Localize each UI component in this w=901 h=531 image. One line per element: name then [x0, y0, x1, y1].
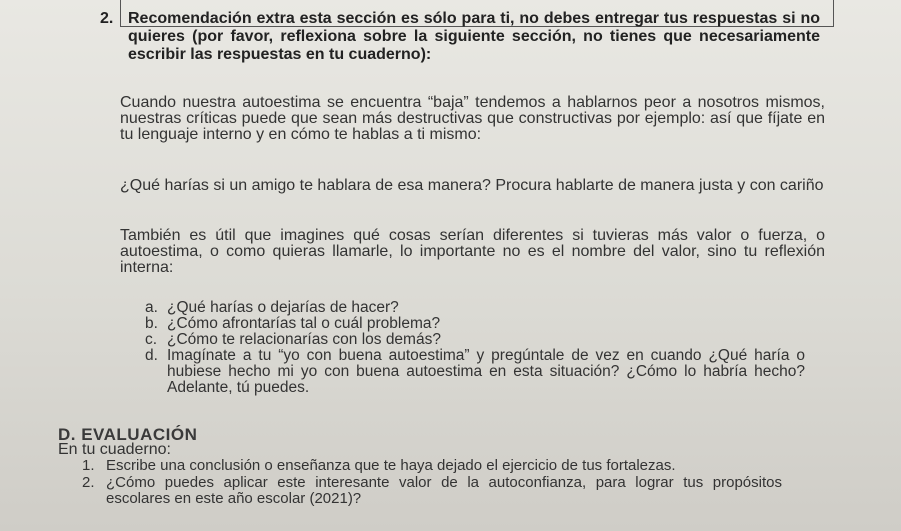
list-text: ¿Cómo te relacionarías con los demás?	[167, 331, 441, 348]
evaluation-intro: En tu cuaderno:	[58, 441, 171, 458]
question-text: Recomendación extra esta sección es sólo para ti, no debes entregar tus respuestas si no quieres (por favor, reflexiona sobre la siguiente sección, no tienes que necesariamente escribir las respuestas en tu cuaderno):	[128, 10, 820, 63]
paragraph-amigo: ¿Qué harías si un amigo te hablara de esa manera? Procura hablarte de manera justa y con cariño	[120, 177, 824, 194]
paragraph-autoestima: Cuando nuestra autoestima se encuentra “baja” tendemos a hablarnos peor a nosotros mismos, nuestras críticas puede que sean más destructivas que constructivas por ejemplo: así que fíjate en tu lenguaje interno y en cómo te hablas a ti mismo:	[120, 94, 825, 143]
evaluation-text: ¿Cómo puedes aplicar este interesante valor de la autoconfianza, para lograr tus propósitos escolares en este año escolar (2021)?	[106, 474, 782, 507]
list-text: ¿Cómo afrontarías tal o cuál problema?	[167, 315, 441, 332]
list-text: ¿Qué harías o dejarías de hacer?	[167, 299, 399, 316]
paragraph-valor: También es útil que imagines qué cosas serían diferentes si tuvieras más valor o fuerza, o autoestima, o como quieras llamarle, lo importante no es el nombre del valor, sino tu reflexión interna:	[120, 227, 825, 276]
evaluation-item	[82, 458, 782, 474]
question-2	[100, 10, 820, 64]
list-item	[145, 300, 805, 316]
list-item	[145, 332, 805, 348]
list-letter: c.	[145, 331, 158, 348]
evaluation-number: 2.	[82, 474, 95, 491]
list-text: Imagínate a tu “yo con buena autoestima” y pregúntale de vez en cuando ¿Qué haría o hubiese hecho mi yo con buena autoestima en esta situación? ¿Cómo lo habría hecho? Adelante, tú puedes.	[167, 347, 805, 396]
section-title-evaluacion: D. EVALUACIÓN	[58, 425, 198, 444]
list-item	[145, 348, 805, 396]
list-letter: a.	[145, 299, 158, 316]
list-item	[145, 316, 805, 332]
evaluation-number: 1.	[82, 457, 95, 474]
question-number: 2.	[100, 10, 114, 27]
evaluation-list	[82, 458, 782, 508]
list-letter: b.	[145, 315, 158, 332]
reflection-list	[145, 300, 805, 396]
evaluation-item	[82, 475, 782, 507]
evaluation-text: Escribe una conclusión o enseñanza que te haya dejado el ejercicio de tus fortalezas.	[106, 457, 676, 474]
list-letter: d.	[145, 347, 158, 364]
